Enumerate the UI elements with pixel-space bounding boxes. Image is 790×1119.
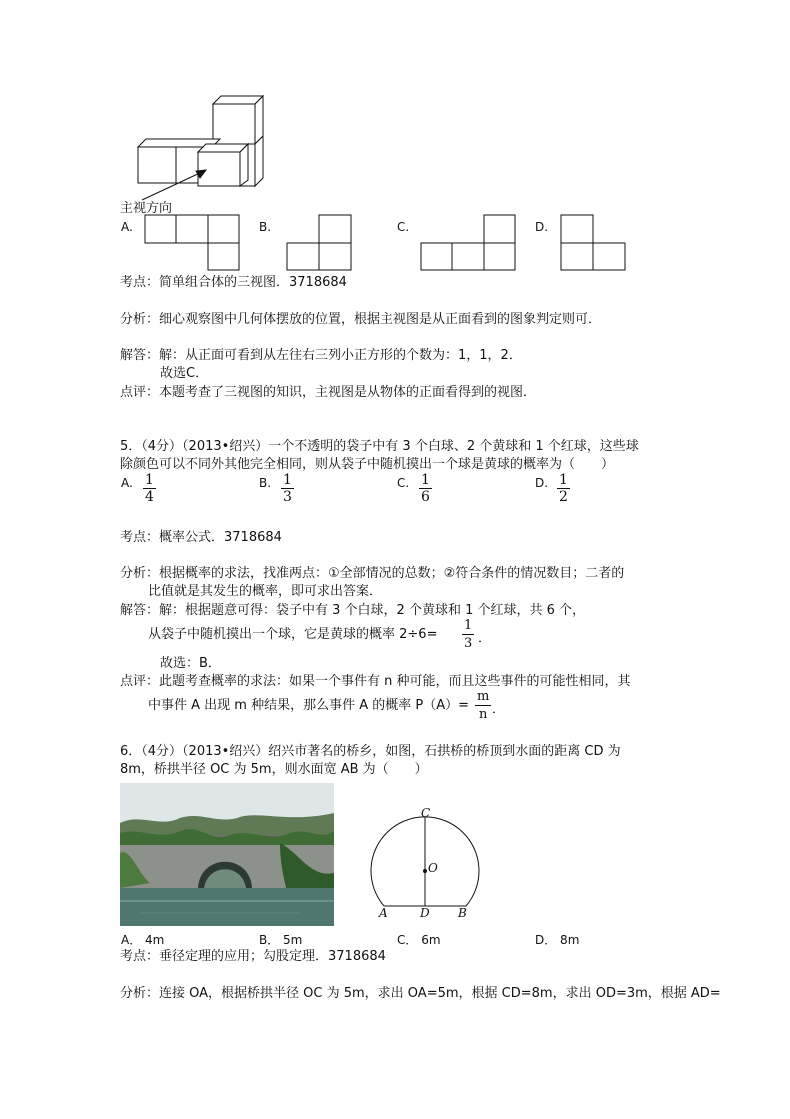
fraction-numerator: 1	[421, 472, 430, 488]
q5-dianping-fraction	[475, 689, 491, 723]
q4-option-c-label: C.	[397, 220, 410, 234]
q5-stem-line1: 5．（4分）（2013•绍兴）一个不透明的袋子中有 3 个白球、2 个黄球和 1 个红球，这些球	[120, 439, 639, 454]
q5-option-a-fraction	[143, 472, 156, 506]
q5-jieda-end: ．	[478, 631, 492, 646]
q6-option-a: A． 4m	[121, 933, 165, 947]
fraction-numerator: m	[477, 689, 490, 704]
q4-kaodian: 考点：简单组合体的三视图．3718684	[120, 275, 347, 290]
q4-option-b-figure	[287, 215, 357, 275]
q4-jieda-line2: 故选C．	[160, 366, 209, 381]
q4-option-a-figure	[145, 215, 245, 275]
q5-option-a-label: A.	[121, 476, 133, 490]
diagram-label-c: C	[421, 806, 431, 820]
fraction-denominator: n	[478, 707, 488, 722]
fraction-denominator: 6	[421, 489, 430, 505]
q4-dianping: 点评：本题考查了三视图的知识，主视图是从物体的正面看得到的视图．	[120, 385, 537, 400]
fraction-numerator: 1	[464, 618, 473, 633]
q5-option-c-fraction	[419, 472, 432, 506]
q5-jieda-line2: 从袋子中随机摸出一个球，它是黄球的概率 2÷6=	[148, 627, 438, 642]
q4-option-b-label: B.	[259, 220, 272, 234]
q5-fenxi-line2: 比值就是其发生的概率，即可求出答案．	[148, 584, 383, 599]
q5-option-b-label: B.	[259, 476, 272, 490]
q5-option-b-fraction	[281, 472, 294, 506]
q5-dianping-line1: 点评：此题考查概率的求法：如果一个事件有 n 种可能，而且这些事件的可能性相同，其	[120, 674, 631, 689]
q5-kaodian: 考点：概率公式．3718684	[120, 530, 282, 545]
q5-jieda-line1: 解答：解：根据题意可得：袋子中有 3 个白球，2 个黄球和 1 个红球，共 6 个，	[120, 603, 586, 618]
diagram-label-a: A	[379, 906, 388, 920]
fraction-numerator: 1	[145, 472, 154, 488]
q5-fenxi-line1: 分析：根据概率的求法，找准两点：①全部情况的总数；②符合条件的情况数目；二者的	[120, 566, 625, 581]
cube-solid-figure	[130, 92, 280, 212]
q6-stem-line2: 8m，桥拱半径 OC 为 5m，则水面宽 AB 为（ ）	[120, 762, 428, 777]
q6-stem-line1: 6．（4分）（2013•绍兴）绍兴市著名的桥乡，如图，石拱桥的桥顶到水面的距离 CD 为	[120, 744, 621, 759]
q6-option-d: D． 8m	[535, 933, 580, 947]
fraction-denominator: 4	[145, 489, 154, 505]
q6-option-b: B． 5m	[259, 933, 303, 947]
diagram-label-d: D	[420, 906, 430, 920]
q4-option-a-label: A.	[121, 220, 133, 234]
q4-option-d-label: D.	[535, 220, 549, 234]
q5-jieda-line3: 故选：B．	[160, 656, 221, 671]
q5-dianping-line2: 中事件 A 出现 m 种结果，那么事件 A 的概率 P（A）=	[148, 698, 470, 713]
q5-option-c-label: C.	[397, 476, 410, 490]
fraction-numerator: 1	[559, 472, 568, 488]
q5-stem-line2: 除颜色可以不同外其他完全相同，则从袋子中随机摸出一个球是黄球的概率为（ ）	[120, 457, 615, 472]
q4-fenxi: 分析：细心观察图中几何体摆放的位置，根据主视图是从正面看到的图象判定则可．	[120, 312, 602, 327]
q4-jieda-line1: 解答：解：从正面可看到从左往右三列小正方形的个数为：1，1，2．	[120, 348, 522, 363]
q5-jieda-fraction	[462, 618, 474, 652]
fraction-numerator: 1	[283, 472, 292, 488]
fraction-denominator: 3	[464, 636, 473, 651]
q5-option-d-label: D.	[535, 476, 549, 490]
fraction-denominator: 2	[559, 489, 568, 505]
direction-label: 主视方向	[120, 201, 173, 216]
q6-option-c: C． 6m	[397, 933, 441, 947]
q5-dianping-end: ．	[492, 702, 506, 717]
q5-option-d-fraction	[557, 472, 570, 506]
stone-bridge-photo	[120, 783, 334, 926]
fraction-denominator: 3	[283, 489, 292, 505]
q6-kaodian: 考点：垂径定理的应用；勾股定理．3718684	[120, 949, 386, 964]
diagram-label-b: B	[458, 906, 467, 920]
q4-option-c-figure	[421, 215, 521, 275]
q4-option-d-figure	[561, 215, 631, 275]
q6-fenxi: 分析：连接 OA，根据桥拱半径 OC 为 5m，求出 OA=5m，根据 CD=8m，求出 OD=3m，根据 AD=	[120, 986, 721, 1001]
diagram-label-o: O	[428, 861, 438, 875]
